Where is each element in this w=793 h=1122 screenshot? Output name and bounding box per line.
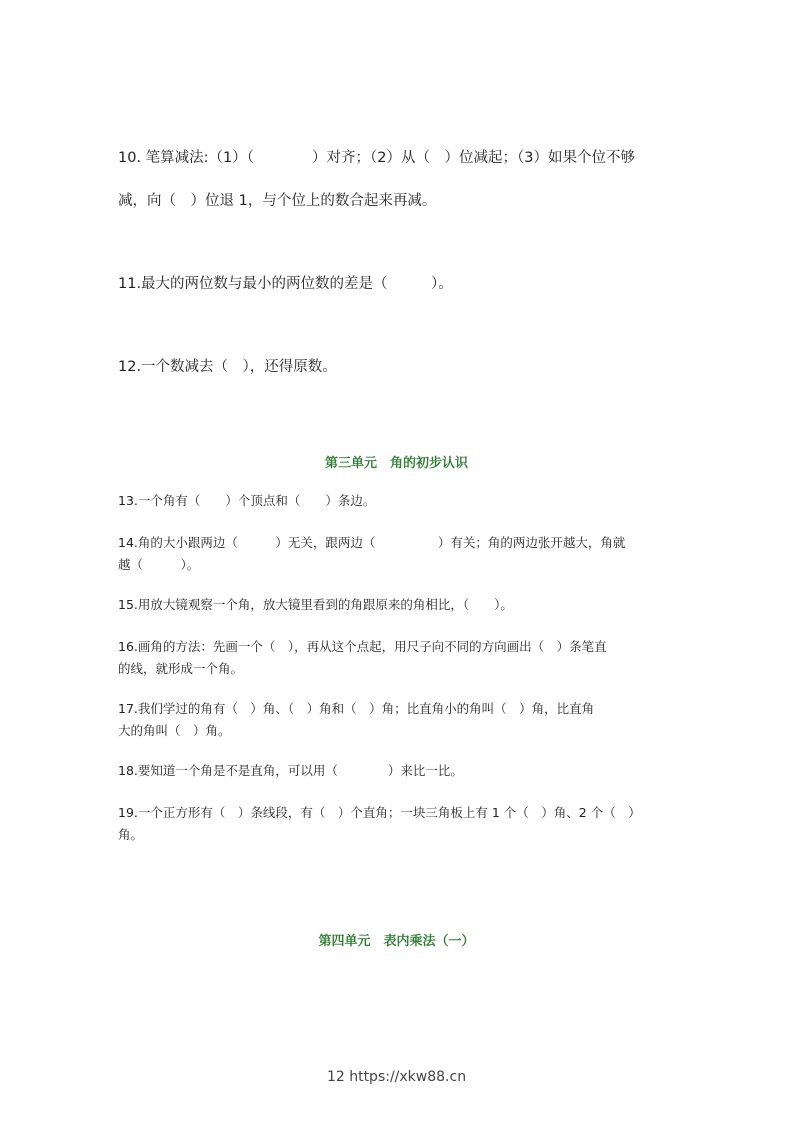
question-10-line-2: 减，向（ ）位退 1，与个位上的数合起来再减。 [118,193,437,209]
question-19-line-2: 角。 [118,827,144,842]
question-12: 12.一个数减去（ ），还得原数。 [118,359,337,375]
question-17-line-2: 大的角叫（ ）角。 [118,723,231,738]
question-14-line-1: 14.角的大小跟两边（ ）无关，跟两边（ ）有关；角的两边张开越大，角就 [118,535,626,550]
question-18 [118,760,678,782]
question-16-line-2: 的线，就形成一个角。 [118,661,244,676]
question-10-line-1: 10. 笔算减法:（1）（ ）对齐；（2）从（ ）位减起；（3）如果个位不够 [118,150,635,166]
unit-4-heading: 第四单元 表内乘法（一） [318,934,475,949]
question-13-line-1: 13.一个角有（ ）个顶点和（ ）条边。 [118,493,376,508]
question-17 [118,698,678,742]
question-19 [118,802,678,846]
question-17-line-1: 17.我们学过的角有（ ）角、（ ）角和（ ）角；比直角小的角叫（ ）角，比直角 [118,701,595,716]
question-18-line-1: 18.要知道一个角是不是直角，可以用（ ）来比一比。 [118,763,463,778]
page-footer: 12 https://xkw88.cn [326,1069,467,1085]
unit-3-heading: 第三单元 角的初步认识 [324,456,468,471]
question-16 [118,636,678,680]
question-13 [118,490,678,512]
question-15-line-1: 15.用放大镜观察一个角，放大镜里看到的角跟原来的角相比，（ ）。 [118,597,513,612]
question-19-line-1: 19.一个正方形有（ ）条线段，有（ ）个直角；一块三角板上有 1 个（ ）角、2 个（ ） [118,805,641,820]
question-11: 11.最大的两位数与最小的两位数的差是（ ）。 [118,276,453,292]
question-15 [118,594,678,616]
question-14 [118,532,678,576]
question-14-line-2: 越（ ）。 [118,557,200,572]
question-16-line-1: 16.画角的方法：先画一个（ ），再从这个点起，用尺子向不同的方向画出（ ）条笔直 [118,639,607,654]
